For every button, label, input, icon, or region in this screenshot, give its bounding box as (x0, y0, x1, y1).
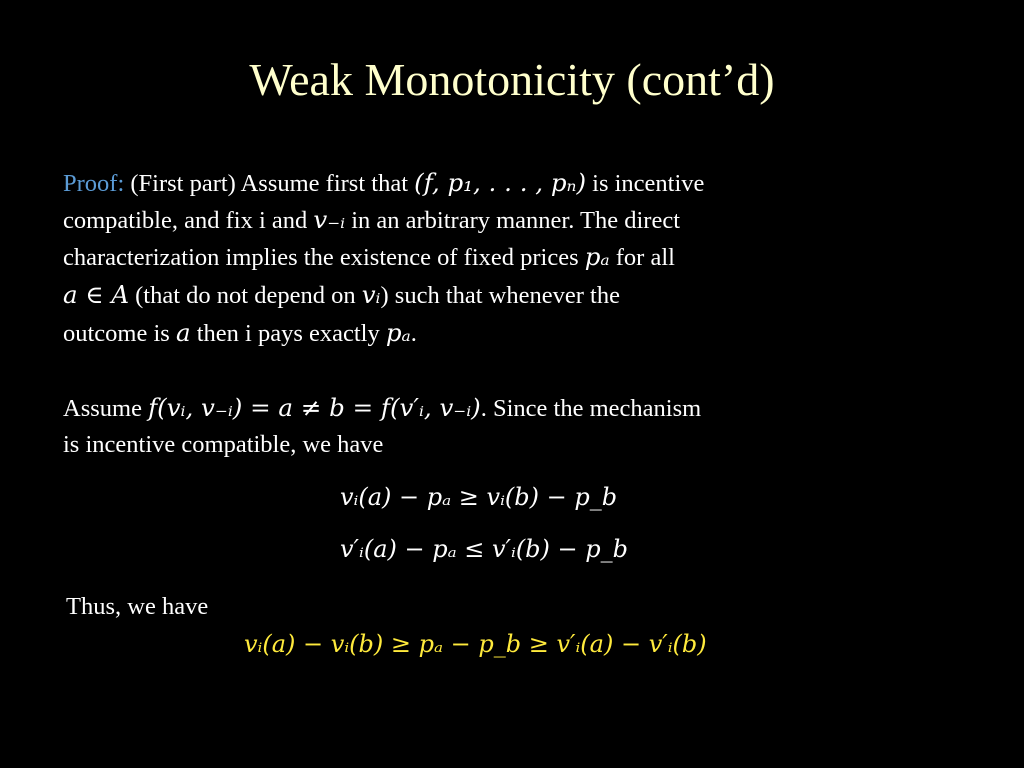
math-a: a (175, 318, 191, 347)
proof-text: is incentive (592, 170, 705, 197)
proof-text: ) such that whenever the (380, 282, 620, 309)
assume-text: . Since the mechanism (480, 395, 702, 422)
proof-line-4 (63, 280, 620, 311)
proof-text: (that do not depend on (135, 282, 356, 309)
assume-text: Assume (63, 395, 142, 422)
final-equation: vᵢ(a) − vᵢ(b) ≥ pₐ − p_b ≥ v′ᵢ(a) − v′ᵢ(b) (244, 630, 707, 658)
proof-text: . (410, 320, 417, 347)
proof-text: (First part) Assume first that (130, 170, 409, 197)
math-v-i: vᵢ (361, 280, 381, 309)
proof-line-1 (63, 168, 704, 199)
proof-text: outcome is (63, 320, 170, 347)
equation-2: v′ᵢ(a) − pₐ ≤ v′ᵢ(b) − p_b (340, 535, 628, 563)
math-v-minus-i: v₋ᵢ (313, 205, 346, 234)
slide-title: Weak Monotonicity (cont’d) (249, 54, 775, 105)
equation-1: vᵢ(a) − pₐ ≥ vᵢ(b) − p_b (340, 483, 618, 511)
math-tuple: (f, p₁, . . . , pₙ) (414, 168, 587, 197)
proof-text: compatible, and fix i and (63, 207, 308, 234)
proof-line-3 (63, 242, 675, 273)
math-p-a: pₐ (385, 318, 411, 347)
proof-line-5 (63, 318, 417, 349)
proof-text: then i pays exactly (196, 320, 380, 347)
assume-line-2: is incentive compatible, we have (63, 431, 384, 458)
math-p-a: pₐ (584, 242, 610, 271)
proof-text: for all (615, 244, 675, 271)
thus-text: Thus, we have (66, 593, 209, 620)
proof-line-2 (63, 205, 680, 236)
math-a-in-A: a ∈ A (63, 280, 130, 309)
assume-line-1 (63, 393, 701, 424)
math-assumption: f(vᵢ, v₋ᵢ) = a ≠ b = f(v′ᵢ, v₋ᵢ) (148, 393, 481, 422)
proof-text: in an arbitrary manner. The direct (351, 207, 681, 234)
proof-text: characterization implies the existence of fixed prices (63, 244, 579, 271)
proof-label: Proof: (63, 170, 125, 197)
